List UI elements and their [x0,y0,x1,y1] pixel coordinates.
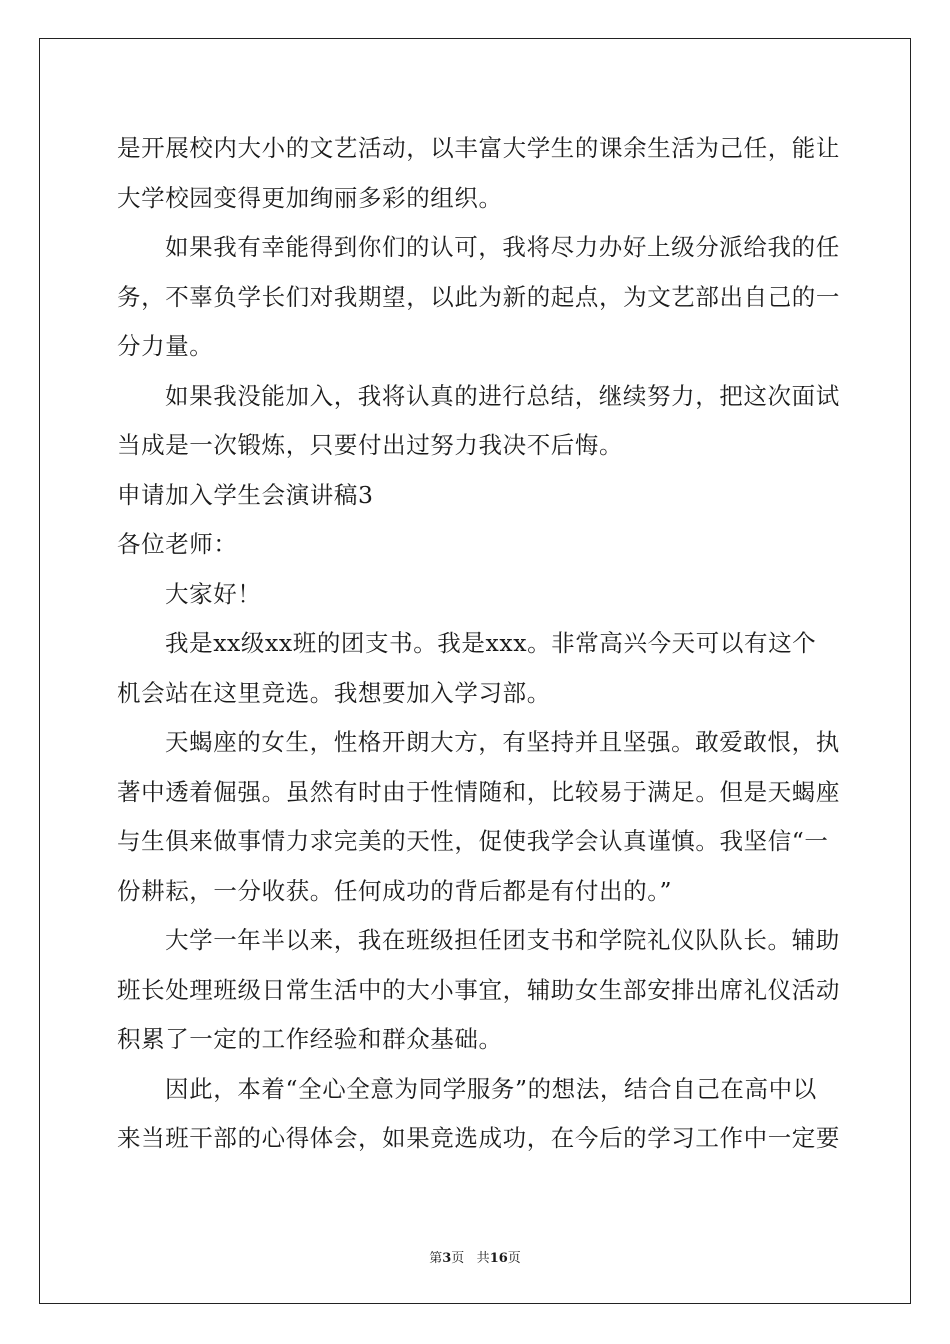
text-line: 因此，本着“全心全意为同学服务”的想法，结合自己在高中以 [165,1074,817,1103]
footer-total-prefix: 共 [476,1251,490,1266]
text-line: 大学校园变得更加绚丽多彩的组织。 [117,183,503,212]
text-line: 大学一年半以来，我在班级担任团支书和学院礼仪队队长。辅助 [165,926,840,954]
text-line: 申请加入学生会演讲稿3 [117,480,374,509]
text-line: 我是xx级xx班的团支书。我是xxx。非常高兴今天可以有这个 [165,629,817,657]
footer-total-suffix: 页 [507,1251,521,1266]
footer-total-pages: 16 [489,1251,508,1266]
text-line: 份耕耘，一分收获。任何成功的背后都是有付出的。” [117,876,673,905]
text-line: 当成是一次锻炼，只要付出过努力我决不后悔。 [117,431,624,459]
text-line: 各位老师： [117,530,238,558]
text-line: 机会站在这里竞选。我想要加入学习部。 [117,678,551,707]
footer-page-suffix: 页 [451,1251,465,1266]
text-line: 积累了一定的工作经验和群众基础。 [117,1025,503,1053]
text-line: 天蝎座的女生，性格开朗大方，有坚持并且坚强。敢爱敢恨，执 [165,728,840,756]
text-line: 是开展校内大小的文艺活动，以丰富大学生的课余生活为己任，能让 [117,134,840,162]
text-line: 来当班干部的心得体会，如果竞选成功，在今后的学习工作中一定要 [117,1124,840,1152]
text-line: 分力量。 [117,332,214,360]
text-line: 大家好！ [165,579,262,608]
footer-page-prefix: 第 [429,1251,443,1266]
document-body [117,128,840,1168]
text-line: 与生俱来做事情力求完美的天性，促使我学会认真谨慎。我坚信“一 [117,827,829,855]
text-line: 务，不辜负学长们对我期望，以此为新的起点，为文艺部出自己的一 [117,282,840,311]
text-line: 如果我有幸能得到你们的认可，我将尽力办好上级分派给我的任 [165,233,840,261]
footer-current-page: 3 [442,1251,452,1266]
text-line: 著中透着倔强。虽然有时由于性情随和，比较易于满足。但是天蝎座 [117,777,840,806]
text-line: 班长处理班级日常生活中的大小事宜，辅助女生部安排出席礼仪活动 [117,975,840,1004]
text-line: 如果我没能加入，我将认真的进行总结，继续努力，把这次面试 [165,381,840,410]
page-footer [0,1247,950,1266]
